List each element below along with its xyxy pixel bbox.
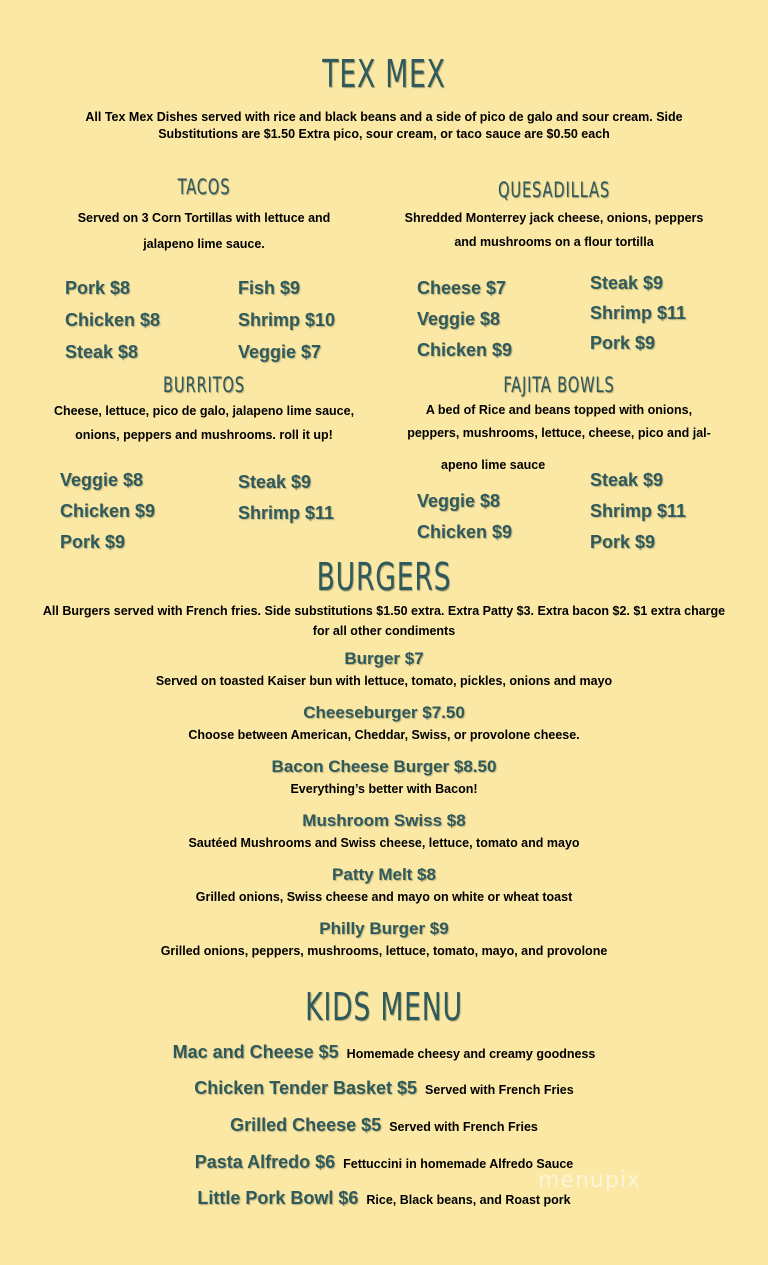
menu-item: Steak $9 [238, 472, 312, 492]
kids-item-desc: Served with French Fries [389, 1120, 538, 1134]
kids-item [0, 1115, 768, 1136]
burger-item [0, 810, 768, 864]
burger-item [0, 918, 768, 972]
tacos-title: TACOS [177, 175, 231, 199]
texmex-title: TEX MEX [322, 52, 446, 96]
kids-item [0, 1188, 768, 1209]
texmex-note-line1: All Tex Mex Dishes served with rice and black beans and a side of pico de galo and sour cream. Side [85, 110, 683, 124]
burger-desc: Grilled onions, peppers, mushrooms, lettuce, tomato, mayo, and provolone [160, 944, 608, 958]
kids-item-name: Pasta Alfredo $6 [194, 1152, 336, 1172]
burgers-note-line2: for all other condiments [312, 624, 456, 638]
burger-desc: Choose between American, Cheddar, Swiss, or provolone cheese. [188, 728, 580, 742]
burger-item [0, 864, 768, 918]
menu-item: Veggie $8 [417, 309, 501, 329]
tacos-desc-line1: Served on 3 Corn Tortillas with lettuce and [77, 211, 331, 225]
burritos-desc-line1: Cheese, lettuce, pico de galo, jalapeno lime sauce, [53, 404, 355, 418]
tacos-section [54, 175, 354, 257]
burger-name: Philly Burger $9 [319, 919, 449, 938]
quesadillas-left-col [417, 278, 512, 371]
menu-item: Steak $9 [590, 470, 664, 490]
menu-item: Steak $8 [65, 342, 139, 362]
watermark: menupix [538, 1168, 641, 1193]
burger-name: Cheeseburger $7.50 [303, 703, 465, 722]
burritos-left-col [60, 470, 155, 563]
fajita-left-col [417, 491, 512, 553]
burritos-desc-line2: onions, peppers and mushrooms. roll it up! [75, 428, 333, 442]
burger-name: Bacon Cheese Burger $8.50 [271, 757, 497, 776]
kids-item-name: Mac and Cheese $5 [172, 1042, 339, 1062]
texmex-note-line2: Substitutions are $1.50 Extra pico, sour cream, or taco sauce are $0.50 each [158, 127, 610, 141]
menu-item: Steak $9 [590, 273, 664, 293]
kids-item-desc: Homemade cheesy and creamy goodness [346, 1047, 596, 1061]
burger-name: Burger $7 [344, 649, 424, 668]
kids-item-name: Chicken Tender Basket $5 [194, 1078, 418, 1098]
kids-item [0, 1042, 768, 1063]
menu-item: Pork $9 [60, 532, 126, 552]
burgers-title: BURGERS [316, 555, 452, 599]
fajita-desc-line3: apeno lime sauce [441, 458, 546, 472]
burger-desc: Grilled onions, Swiss cheese and mayo on white or wheat toast [195, 890, 573, 904]
burgers-list [0, 648, 768, 972]
burger-desc: Everything’s better with Bacon! [290, 782, 478, 796]
kids-item-desc: Served with French Fries [425, 1083, 574, 1097]
burgers-heading-wrap [0, 555, 768, 599]
fajita-desc-line2: peppers, mushrooms, lettuce, cheese, pico and jal- [407, 426, 711, 440]
menu-item: Veggie $8 [417, 491, 501, 511]
burritos-title: BURRITOS [163, 373, 245, 397]
burritos-section [40, 373, 368, 447]
menu-item: Shrimp $11 [238, 503, 335, 523]
kids-heading-wrap [0, 985, 768, 1029]
menu-item: Chicken $9 [417, 522, 513, 542]
burger-desc: Served on toasted Kaiser bun with lettuce, tomato, pickles, onions and mayo [155, 674, 613, 688]
fajita-desc-line1: A bed of Rice and beans topped with onions, [425, 403, 693, 417]
menu-item: Pork $8 [65, 278, 131, 298]
menu-item: Shrimp $11 [590, 303, 687, 323]
quesadillas-title: QUESADILLAS [498, 178, 610, 202]
menu-item: Chicken $9 [417, 340, 513, 360]
burgers-note-line1: All Burgers served with French fries. Side substitutions $1.50 extra. Extra Patty $3. Extra bacon $2. $1 extra charge [42, 604, 726, 618]
burgers-note [0, 601, 768, 641]
burritos-right-col [238, 472, 334, 534]
quesadillas-right-col [590, 273, 686, 363]
menu-item: Cheese $7 [417, 278, 507, 298]
kids-title: KIDS MENU [305, 985, 463, 1029]
burger-name: Patty Melt $8 [332, 865, 436, 884]
kids-item [0, 1078, 768, 1099]
tacos-left-col [65, 278, 160, 374]
fajita-desc [396, 399, 722, 445]
fajita-right-col [590, 470, 686, 563]
fajita-section [396, 373, 722, 445]
burger-item [0, 648, 768, 702]
menu-item: Chicken $9 [60, 501, 156, 521]
quesadillas-desc-line2: and mushrooms on a flour tortilla [454, 235, 654, 249]
kids-item-desc: Fettuccini in homemade Alfredo Sauce [343, 1157, 574, 1171]
menu-item: Fish $9 [238, 278, 301, 298]
tacos-right-col [238, 278, 335, 374]
burger-desc: Sautéed Mushrooms and Swiss cheese, lettuce, tomato and mayo [188, 836, 580, 850]
tacos-desc-line2: jalapeno lime sauce. [143, 237, 265, 251]
burger-name: Mushroom Swiss $8 [302, 811, 466, 830]
kids-item-name: Grilled Cheese $5 [230, 1115, 382, 1135]
menu-item: Chicken $8 [65, 310, 161, 330]
menu-item: Shrimp $10 [238, 310, 336, 330]
quesadillas-desc [398, 206, 710, 254]
burger-item [0, 702, 768, 756]
texmex-heading-wrap [0, 52, 768, 96]
quesadillas-section [398, 178, 710, 254]
menu-item: Pork $9 [590, 532, 656, 552]
quesadillas-desc-line1: Shredded Monterrey jack cheese, onions, peppers [404, 211, 704, 225]
burger-item [0, 756, 768, 810]
tacos-desc [54, 205, 354, 257]
fajita-title: FAJITA BOWLS [503, 373, 615, 397]
burritos-desc [40, 399, 368, 447]
menu-item: Veggie $8 [60, 470, 144, 490]
menu-item: Shrimp $11 [590, 501, 687, 521]
texmex-note [0, 109, 768, 143]
kids-item [0, 1152, 768, 1173]
kids-item-name: Little Pork Bowl $6 [197, 1188, 359, 1208]
menu-item: Pork $9 [590, 333, 656, 353]
menu-item: Veggie $7 [238, 342, 322, 362]
kids-item-desc: Rice, Black beans, and Roast pork [366, 1193, 571, 1207]
